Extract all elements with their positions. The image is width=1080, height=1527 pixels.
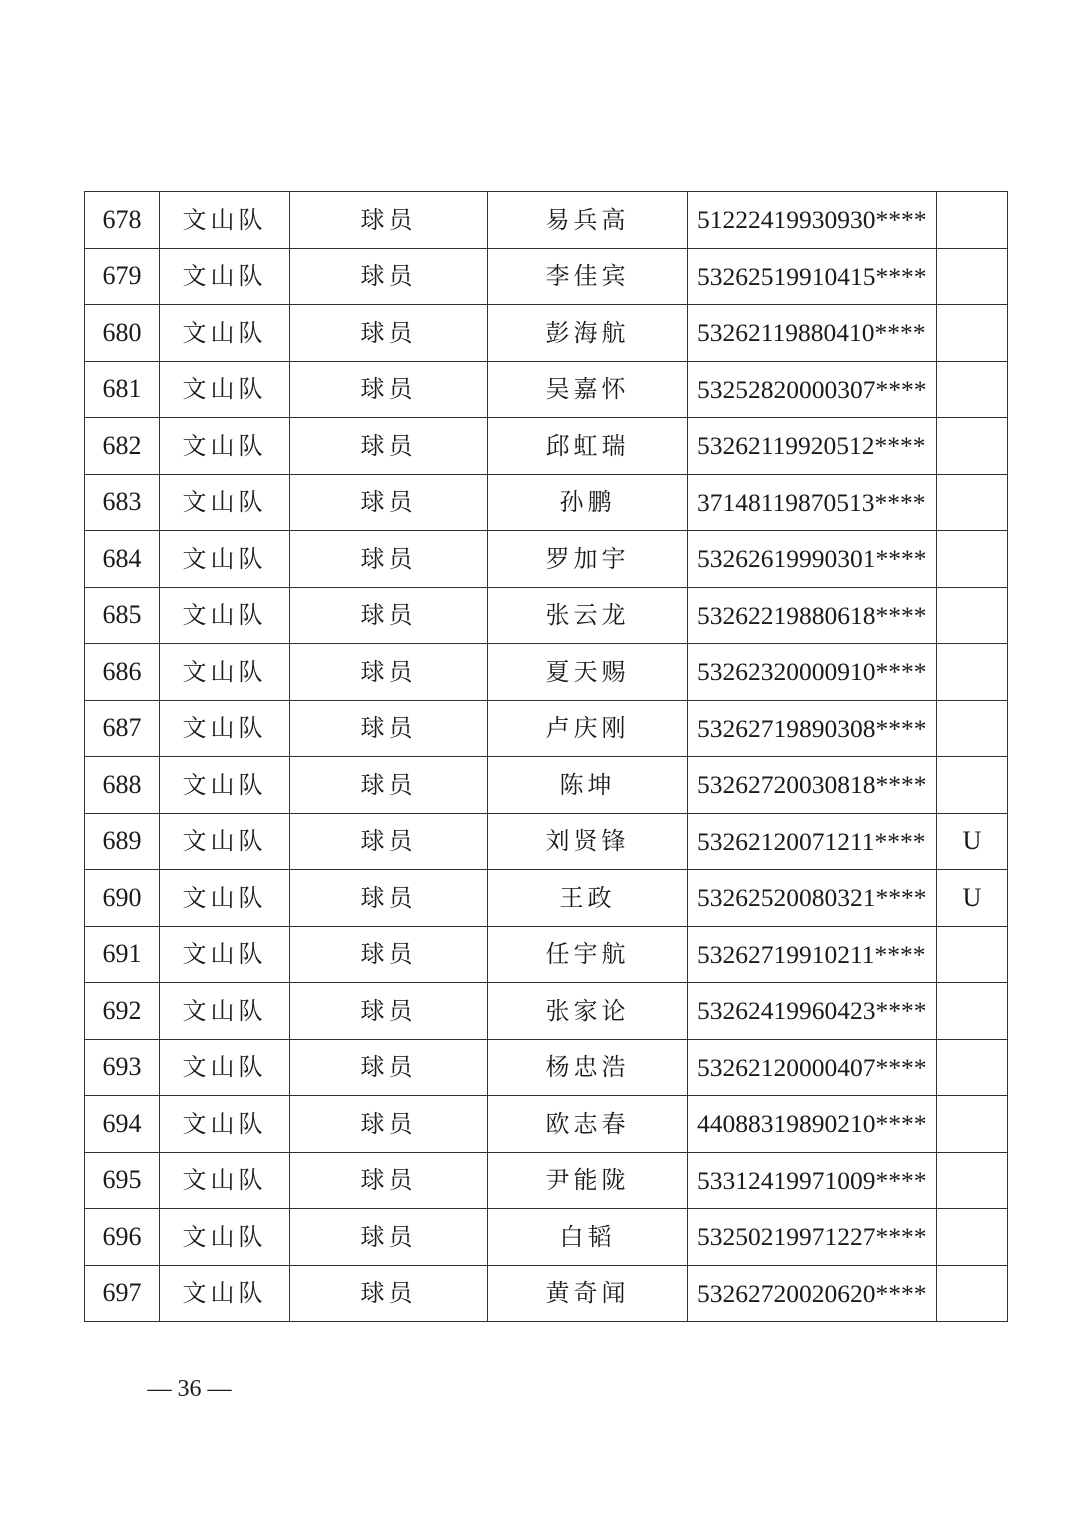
role-cell: 球员 <box>290 1152 488 1209</box>
team-cell: 文山队 <box>160 644 290 701</box>
id-number-cell: 53262419960423**** <box>688 983 937 1040</box>
id-number-cell: 53262119920512**** <box>688 418 937 475</box>
team-cell: 文山队 <box>160 700 290 757</box>
remark-cell <box>937 248 1008 305</box>
row-number-cell: 695 <box>85 1152 160 1209</box>
remark-cell <box>937 757 1008 814</box>
remark-cell: U <box>937 870 1008 927</box>
row-number-cell: 691 <box>85 926 160 983</box>
page-number: — 36 — <box>147 1376 232 1402</box>
team-cell: 文山队 <box>160 1039 290 1096</box>
row-number-cell: 694 <box>85 1096 160 1153</box>
id-number-cell: 53262720020620**** <box>688 1265 937 1322</box>
table-row <box>85 418 1008 475</box>
row-number-cell: 680 <box>85 305 160 362</box>
remark-cell: U <box>937 813 1008 870</box>
table-row <box>85 474 1008 531</box>
id-number-cell: 53262119880410**** <box>688 305 937 362</box>
remark-cell <box>937 700 1008 757</box>
id-number-cell: 53262120071211**** <box>688 813 937 870</box>
row-number-cell: 682 <box>85 418 160 475</box>
role-cell: 球员 <box>290 361 488 418</box>
table-row <box>85 757 1008 814</box>
table-row <box>85 700 1008 757</box>
player-name-cell: 李佳宾 <box>488 248 688 305</box>
row-number-cell: 689 <box>85 813 160 870</box>
id-number-cell: 44088319890210**** <box>688 1096 937 1153</box>
remark-cell <box>937 983 1008 1040</box>
row-number-cell: 696 <box>85 1209 160 1266</box>
role-cell: 球员 <box>290 1096 488 1153</box>
id-number-cell: 53262320000910**** <box>688 644 937 701</box>
player-name-cell: 吴嘉怀 <box>488 361 688 418</box>
remark-cell <box>937 1265 1008 1322</box>
player-name-cell: 罗加宇 <box>488 531 688 588</box>
remark-cell <box>937 1096 1008 1153</box>
row-number-cell: 683 <box>85 474 160 531</box>
table-row <box>85 1039 1008 1096</box>
team-cell: 文山队 <box>160 1265 290 1322</box>
remark-cell <box>937 418 1008 475</box>
player-name-cell: 邱虹瑞 <box>488 418 688 475</box>
table-row <box>85 870 1008 927</box>
remark-cell <box>937 531 1008 588</box>
id-number-cell: 37148119870513**** <box>688 474 937 531</box>
remark-cell <box>937 926 1008 983</box>
player-name-cell: 彭海航 <box>488 305 688 362</box>
row-number-cell: 693 <box>85 1039 160 1096</box>
team-cell: 文山队 <box>160 248 290 305</box>
team-cell: 文山队 <box>160 757 290 814</box>
team-cell: 文山队 <box>160 418 290 475</box>
role-cell: 球员 <box>290 305 488 362</box>
role-cell: 球员 <box>290 644 488 701</box>
id-number-cell: 53250219971227**** <box>688 1209 937 1266</box>
team-cell: 文山队 <box>160 1152 290 1209</box>
team-cell: 文山队 <box>160 474 290 531</box>
role-cell: 球员 <box>290 813 488 870</box>
table-row <box>85 644 1008 701</box>
row-number-cell: 679 <box>85 248 160 305</box>
row-number-cell: 687 <box>85 700 160 757</box>
id-number-cell: 53262219880618**** <box>688 587 937 644</box>
id-number-cell: 51222419930930**** <box>688 192 937 249</box>
remark-cell <box>937 474 1008 531</box>
table-row <box>85 248 1008 305</box>
player-name-cell: 夏天赐 <box>488 644 688 701</box>
player-name-cell: 张家论 <box>488 983 688 1040</box>
team-cell: 文山队 <box>160 587 290 644</box>
player-name-cell: 刘贤锋 <box>488 813 688 870</box>
player-name-cell: 孙鹏 <box>488 474 688 531</box>
role-cell: 球员 <box>290 192 488 249</box>
id-number-cell: 53252820000307**** <box>688 361 937 418</box>
table-row <box>85 192 1008 249</box>
row-number-cell: 692 <box>85 983 160 1040</box>
row-number-cell: 686 <box>85 644 160 701</box>
id-number-cell: 53262520080321**** <box>688 870 937 927</box>
remark-cell <box>937 1152 1008 1209</box>
player-name-cell: 卢庆刚 <box>488 700 688 757</box>
role-cell: 球员 <box>290 248 488 305</box>
player-name-cell: 张云龙 <box>488 587 688 644</box>
role-cell: 球员 <box>290 983 488 1040</box>
table-row <box>85 926 1008 983</box>
player-name-cell: 任宇航 <box>488 926 688 983</box>
table-row <box>85 587 1008 644</box>
team-cell: 文山队 <box>160 870 290 927</box>
team-cell: 文山队 <box>160 926 290 983</box>
remark-cell <box>937 1209 1008 1266</box>
role-cell: 球员 <box>290 870 488 927</box>
player-name-cell: 陈坤 <box>488 757 688 814</box>
role-cell: 球员 <box>290 1039 488 1096</box>
table-row <box>85 361 1008 418</box>
player-name-cell: 尹能陇 <box>488 1152 688 1209</box>
role-cell: 球员 <box>290 1209 488 1266</box>
player-name-cell: 杨忠浩 <box>488 1039 688 1096</box>
team-cell: 文山队 <box>160 813 290 870</box>
table-row <box>85 813 1008 870</box>
table-row <box>85 1096 1008 1153</box>
row-number-cell: 678 <box>85 192 160 249</box>
team-cell: 文山队 <box>160 361 290 418</box>
team-cell: 文山队 <box>160 531 290 588</box>
role-cell: 球员 <box>290 1265 488 1322</box>
player-name-cell: 易兵高 <box>488 192 688 249</box>
role-cell: 球员 <box>290 587 488 644</box>
id-number-cell: 53262619990301**** <box>688 531 937 588</box>
row-number-cell: 681 <box>85 361 160 418</box>
id-number-cell: 53262720030818**** <box>688 757 937 814</box>
player-name-cell: 王政 <box>488 870 688 927</box>
role-cell: 球员 <box>290 531 488 588</box>
id-number-cell: 53262519910415**** <box>688 248 937 305</box>
row-number-cell: 697 <box>85 1265 160 1322</box>
remark-cell <box>937 192 1008 249</box>
id-number-cell: 53262719890308**** <box>688 700 937 757</box>
id-number-cell: 53262719910211**** <box>688 926 937 983</box>
team-cell: 文山队 <box>160 1209 290 1266</box>
table-row <box>85 305 1008 362</box>
role-cell: 球员 <box>290 418 488 475</box>
team-cell: 文山队 <box>160 305 290 362</box>
remark-cell <box>937 1039 1008 1096</box>
player-name-cell: 白韬 <box>488 1209 688 1266</box>
row-number-cell: 690 <box>85 870 160 927</box>
team-cell: 文山队 <box>160 192 290 249</box>
roster-table-body <box>85 192 1008 1322</box>
remark-cell <box>937 305 1008 362</box>
team-cell: 文山队 <box>160 1096 290 1153</box>
role-cell: 球员 <box>290 926 488 983</box>
id-number-cell: 53262120000407**** <box>688 1039 937 1096</box>
table-row <box>85 1209 1008 1266</box>
row-number-cell: 685 <box>85 587 160 644</box>
table-row <box>85 1265 1008 1322</box>
role-cell: 球员 <box>290 757 488 814</box>
player-name-cell: 欧志春 <box>488 1096 688 1153</box>
player-roster-table <box>84 191 1008 1322</box>
role-cell: 球员 <box>290 474 488 531</box>
remark-cell <box>937 644 1008 701</box>
table-row <box>85 983 1008 1040</box>
row-number-cell: 684 <box>85 531 160 588</box>
remark-cell <box>937 587 1008 644</box>
role-cell: 球员 <box>290 700 488 757</box>
player-name-cell: 黄奇闻 <box>488 1265 688 1322</box>
table-row <box>85 1152 1008 1209</box>
remark-cell <box>937 361 1008 418</box>
row-number-cell: 688 <box>85 757 160 814</box>
table-row <box>85 531 1008 588</box>
id-number-cell: 53312419971009**** <box>688 1152 937 1209</box>
team-cell: 文山队 <box>160 983 290 1040</box>
